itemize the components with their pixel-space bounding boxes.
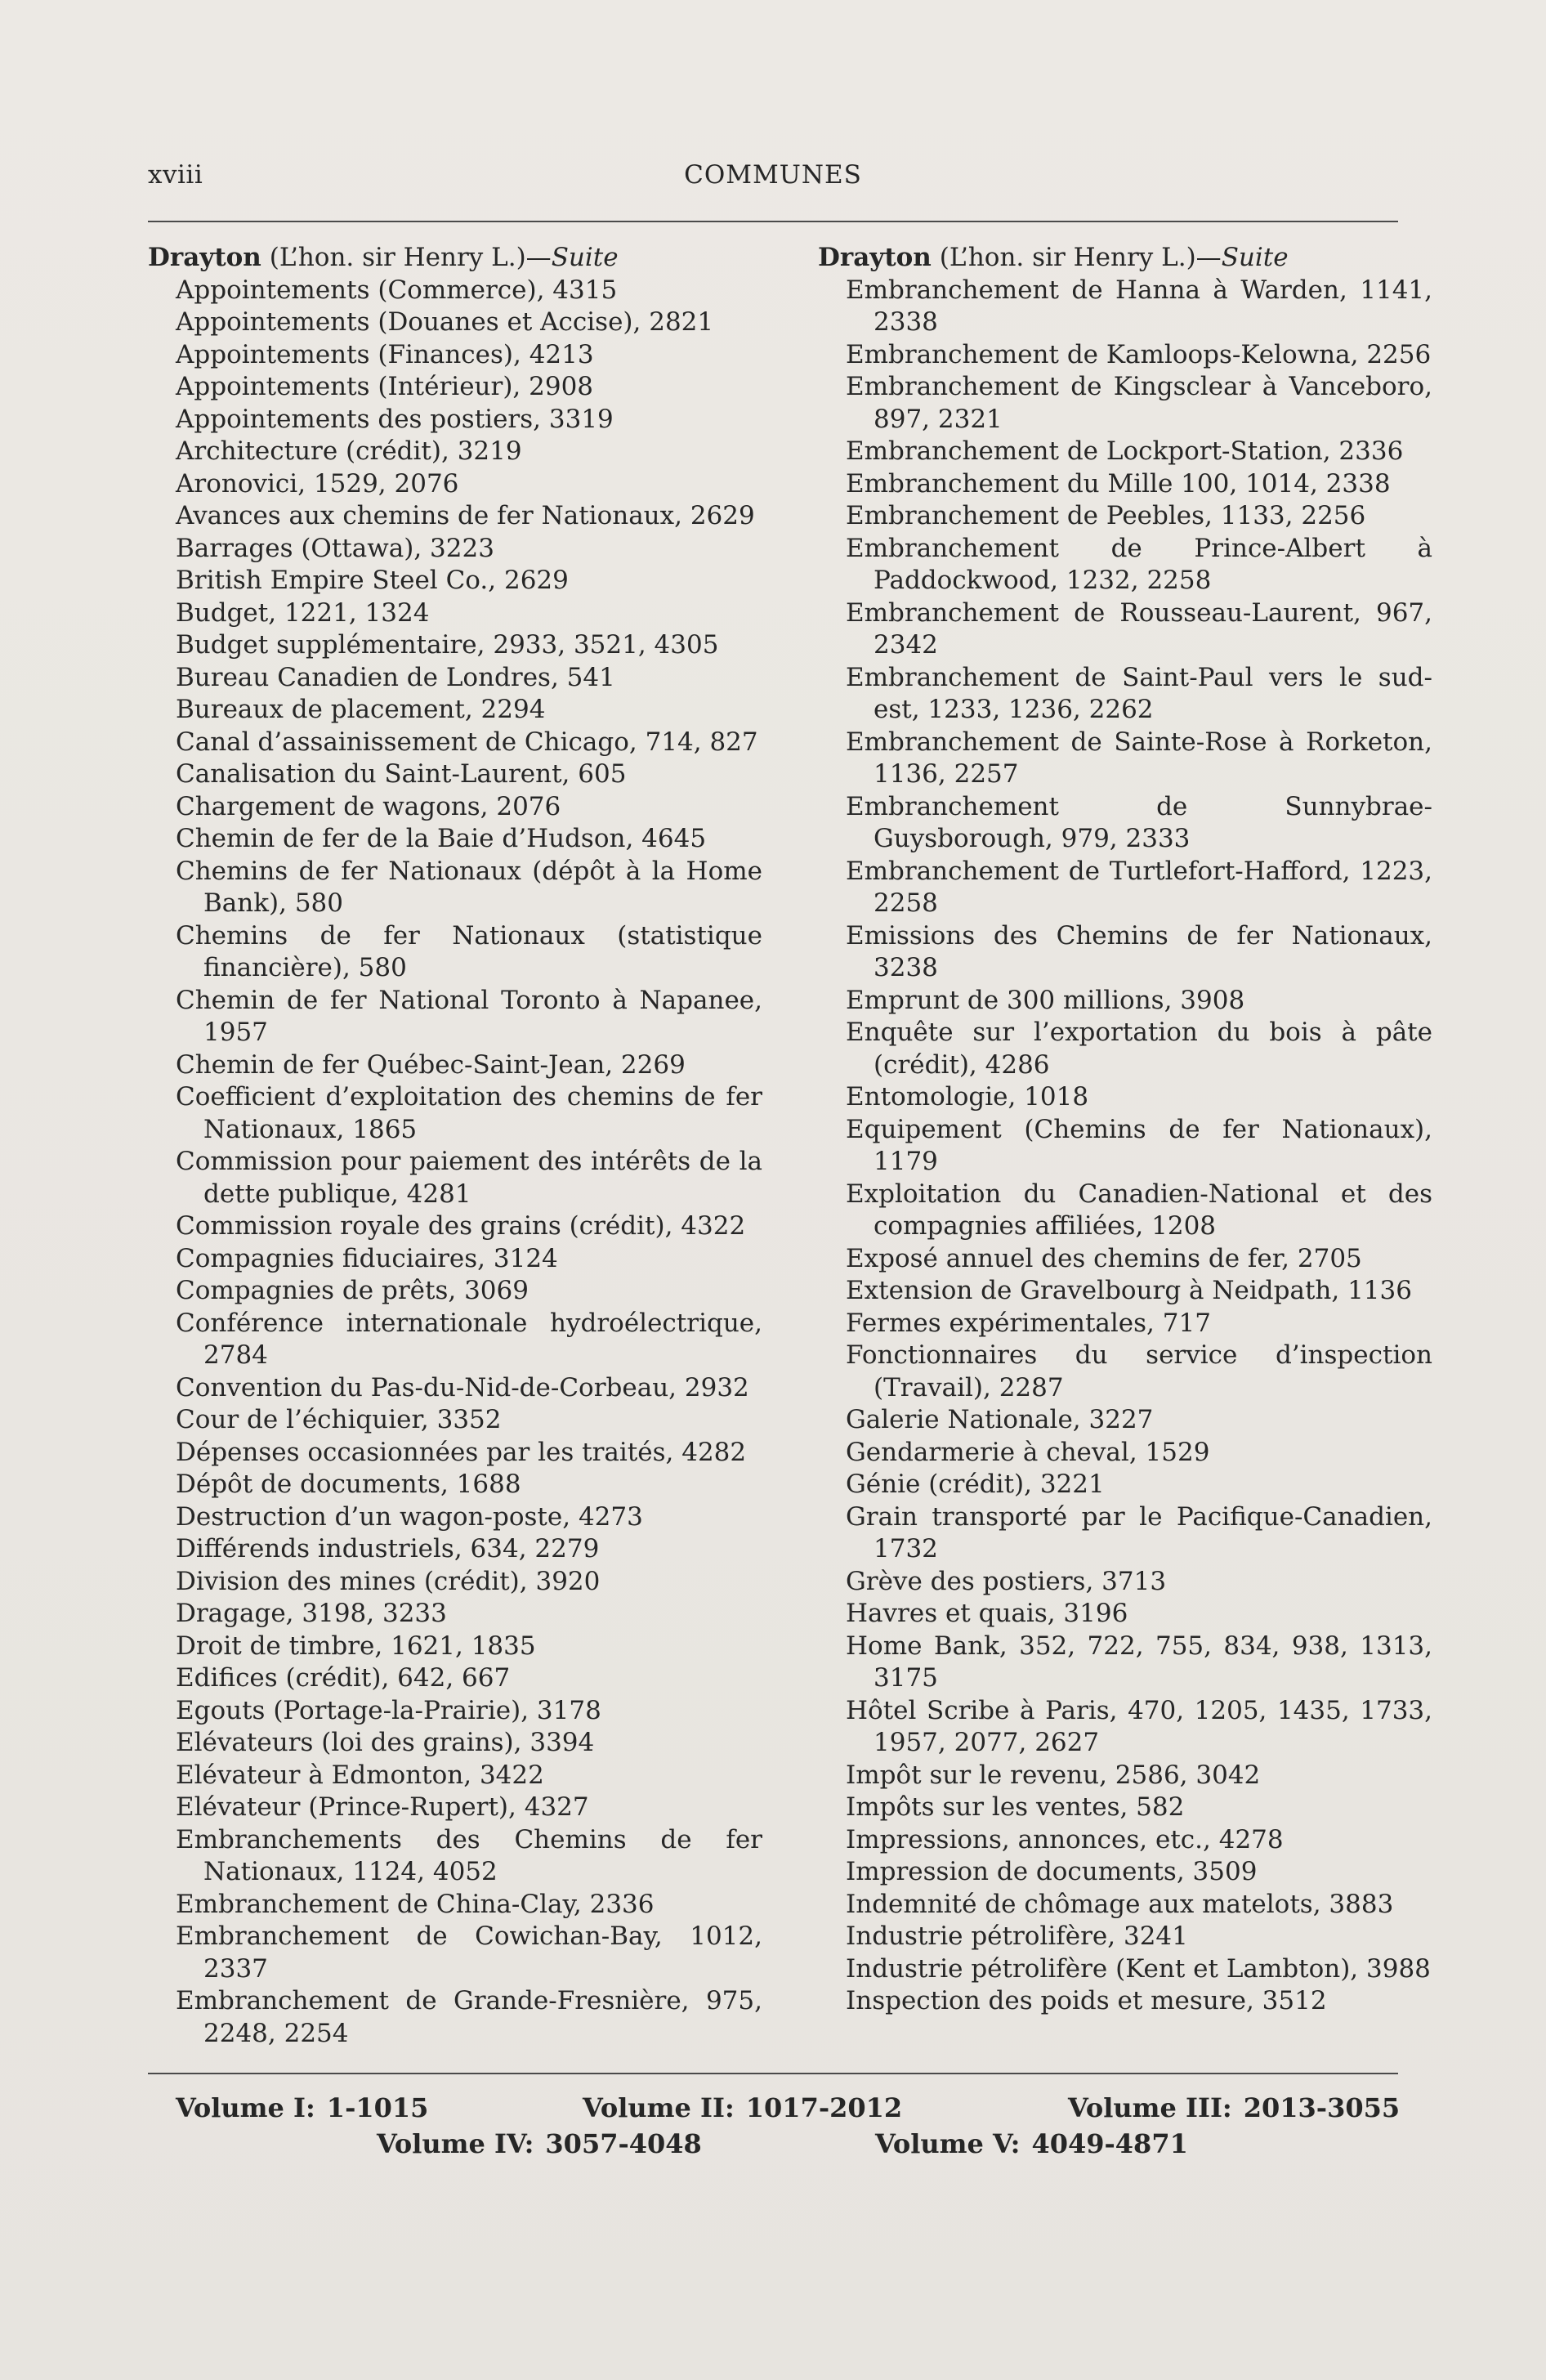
- index-entry: Canal d’assainissement de Chicago, 714, 827: [176, 727, 758, 757]
- volume-5: Volume V: 4049-4871: [875, 2128, 1188, 2159]
- index-entry: Impressions, annonces, etc., 4278: [846, 1824, 1284, 1854]
- right-column: [818, 242, 1432, 2018]
- column-heading: [148, 242, 762, 275]
- index-entry: Coefficient d’exploitation des chemins de fer Nationaux, 1865: [176, 1082, 762, 1144]
- heading-suite: Suite: [551, 243, 619, 272]
- index-entry: Appointements (Commerce), 4315: [176, 275, 618, 305]
- index-entry: Chargement de wagons, 2076: [176, 791, 561, 821]
- index-entry: Chemin de fer Québec-Saint-Jean, 2269: [176, 1049, 686, 1080]
- heading-detail: (L’hon. sir Henry L.)—: [269, 243, 552, 272]
- index-entry: British Empire Steel Co., 2629: [176, 566, 569, 595]
- index-entry: Embranchement de Saint-Paul vers le sud-est, 1233, 1236, 2262: [846, 662, 1432, 724]
- index-entry: Canalisation du Saint-Laurent, 605: [176, 759, 627, 789]
- index-entry: Indemnité de chômage aux matelots, 3883: [846, 1889, 1394, 1919]
- index-entry: Compagnies de prêts, 3069: [176, 1276, 529, 1305]
- index-entry: Exposé annuel des chemins de fer, 2705: [846, 1243, 1362, 1273]
- index-entry: Emissions des Chemins de fer Nationaux, 3238: [846, 920, 1432, 982]
- index-entry: Embranchement de Sunnybrae-Guysborough, 979, 2333: [846, 791, 1432, 853]
- index-entry: Bureaux de placement, 2294: [176, 695, 546, 724]
- index-entry: Embranchement du Mille 100, 1014, 2338: [846, 468, 1391, 499]
- index-entry: Embranchement de Peebles, 1133, 2256: [846, 501, 1366, 530]
- index-entry: Commission pour paiement des intérêts de la dette publique, 4281: [176, 1147, 762, 1209]
- index-entry: Appointements (Finances), 4213: [176, 339, 594, 369]
- index-entry: Appointements des postiers, 3319: [176, 404, 614, 434]
- index-entry: Dragage, 3198, 3233: [176, 1599, 447, 1628]
- index-entry: Convention du Pas-du-Nid-de-Corbeau, 2932: [176, 1372, 749, 1402]
- index-entry: Extension de Gravelbourg à Neidpath, 1136: [846, 1276, 1412, 1305]
- running-title: COMMUNES: [684, 160, 862, 190]
- index-entry: Chemin de fer de la Baie d’Hudson, 4645: [176, 824, 707, 853]
- index-entry: Embranchements des Chemins de fer Nationaux, 1124, 4052: [176, 1824, 762, 1886]
- index-entry: Avances aux chemins de fer Nationaux, 2629: [176, 501, 755, 530]
- index-entry: Architecture (crédit), 3219: [176, 436, 522, 466]
- index-entry: Budget, 1221, 1324: [176, 597, 430, 628]
- index-entry: Chemin de fer National Toronto à Napanee, 1957: [176, 985, 762, 1047]
- volume-row: [148, 2128, 1398, 2164]
- index-entry: Galerie Nationale, 3227: [846, 1405, 1154, 1434]
- index-entry: Fermes expérimentales, 717: [846, 1308, 1211, 1338]
- volume-4: Volume IV: 3057-4048: [377, 2128, 702, 2159]
- index-entry: Grève des postiers, 3713: [846, 1566, 1167, 1596]
- index-entry: Aronovici, 1529, 2076: [176, 468, 459, 499]
- index-entry: Embranchement de Turtlefort-Hafford, 1223, 2258: [846, 856, 1432, 918]
- index-entry: Embranchement de Hanna à Warden, 1141, 2338: [846, 275, 1432, 337]
- index-entry: Grain transporté par le Pacifique-Canadien, 1732: [846, 1501, 1432, 1564]
- volume-2: Volume II: 1017-2012: [583, 2092, 903, 2123]
- index-entry: Embranchement de Kingsclear à Vanceboro, 897, 2321: [846, 372, 1432, 434]
- index-entry: Impôt sur le revenu, 2586, 3042: [846, 1760, 1261, 1790]
- index-entry: Droit de timbre, 1621, 1835: [176, 1631, 536, 1661]
- index-entry: Industrie pétrolifère, 3241: [846, 1921, 1188, 1951]
- index-entry: Embranchement de China-Clay, 2336: [176, 1889, 655, 1919]
- index-entry: Différends industriels, 634, 2279: [176, 1534, 600, 1564]
- index-entry: Destruction d’un wagon-poste, 4273: [176, 1501, 643, 1532]
- column-heading: [818, 242, 1432, 275]
- index-entry: Appointements (Intérieur), 2908: [176, 372, 594, 401]
- index-entry: Commission royale des grains (crédit), 4322: [176, 1211, 746, 1241]
- index-entry: Inspection des poids et mesure, 3512: [846, 1986, 1327, 2015]
- index-entry: Havres et quais, 3196: [846, 1599, 1128, 1628]
- index-entry: Egouts (Portage-la-Prairie), 3178: [176, 1695, 601, 1725]
- index-entry: Génie (crédit), 3221: [846, 1470, 1105, 1499]
- index-entry: Elévateur à Edmonton, 3422: [176, 1760, 544, 1790]
- index-entry: Budget supplémentaire, 2933, 3521, 4305: [176, 630, 719, 660]
- index-entry: Embranchement de Cowichan-Bay, 1012, 2337: [176, 1921, 762, 1984]
- index-entry: Division des mines (crédit), 3920: [176, 1566, 601, 1596]
- heading-name: Drayton: [148, 243, 261, 272]
- volume-row: [148, 2092, 1401, 2128]
- volume-ranges: [148, 2092, 1401, 2164]
- heading-detail: (L’hon. sir Henry L.)—: [939, 243, 1222, 272]
- index-entry: Enquête sur l’exportation du bois à pâte (crédit), 4286: [846, 1018, 1432, 1080]
- index-entry: Elévateur (Prince-Rupert), 4327: [176, 1792, 589, 1822]
- index-entry: Industrie pétrolifère (Kent et Lambton), 3988: [846, 1953, 1431, 1984]
- index-entry: Impôts sur les ventes, 582: [846, 1792, 1185, 1822]
- index-entry: Emprunt de 300 millions, 3908: [846, 985, 1245, 1015]
- index-entry: Elévateurs (loi des grains), 3394: [176, 1728, 595, 1757]
- index-entry: Cour de l’échiquier, 3352: [176, 1405, 502, 1434]
- index-entry: Bureau Canadien de Londres, 541: [176, 662, 615, 692]
- index-entry: Conférence internationale hydroélectrique, 2784: [176, 1308, 762, 1370]
- page-number: xviii: [148, 160, 203, 190]
- index-entry: Embranchement de Sainte-Rose à Rorketon, 1136, 2257: [846, 727, 1432, 789]
- bottom-rule: [148, 2073, 1398, 2074]
- index-entry: Dépôt de documents, 1688: [176, 1470, 521, 1499]
- index-entry: Edifices (crédit), 642, 667: [176, 1663, 511, 1693]
- heading-name: Drayton: [818, 243, 932, 272]
- index-entry: Impression de documents, 3509: [846, 1857, 1258, 1886]
- index-entry: Embranchement de Prince-Albert à Paddockwood, 1232, 2258: [846, 533, 1432, 595]
- index-entry: Embranchement de Rousseau-Laurent, 967, 2342: [846, 597, 1432, 660]
- index-entry: Dépenses occasionnées par les traités, 4282: [176, 1437, 747, 1467]
- index-entry: Gendarmerie à cheval, 1529: [846, 1437, 1210, 1467]
- volume-3: Volume III: 2013-3055: [1068, 2092, 1401, 2123]
- index-entry: Appointements (Douanes et Accise), 2821: [176, 307, 714, 337]
- index-entry: Chemins de fer Nationaux (dépôt à la Home Bank), 580: [176, 856, 762, 918]
- index-entry: Embranchement de Grande-Fresnière, 975, 2248, 2254: [176, 1986, 762, 2048]
- index-entry: Home Bank, 352, 722, 755, 834, 938, 1313, 3175: [846, 1631, 1432, 1693]
- index-entry: Entomologie, 1018: [846, 1082, 1089, 1112]
- top-rule: [148, 221, 1398, 222]
- index-columns: [148, 242, 1432, 2056]
- index-entries: [818, 275, 1432, 2018]
- index-entry: Equipement (Chemins de fer Nationaux), 1179: [846, 1114, 1432, 1176]
- index-entry: Compagnies fiduciaires, 3124: [176, 1243, 558, 1273]
- index-entry: Fonctionnaires du service d’inspection (Travail), 2287: [846, 1340, 1432, 1402]
- heading-suite: Suite: [1221, 243, 1289, 272]
- index-entry: Chemins de fer Nationaux (statistique financière), 580: [176, 920, 762, 982]
- index-entry: Embranchement de Lockport-Station, 2336: [846, 436, 1404, 466]
- index-entries: [148, 275, 762, 2051]
- volume-1: Volume I: 1-1015: [176, 2092, 429, 2123]
- left-column: [148, 242, 762, 2050]
- index-entry: Barrages (Ottawa), 3223: [176, 533, 494, 563]
- index-entry: Hôtel Scribe à Paris, 470, 1205, 1435, 1733, 1957, 2077, 2627: [846, 1695, 1432, 1757]
- index-entry: Exploitation du Canadien-National et des compagnies affiliées, 1208: [846, 1179, 1432, 1241]
- index-entry: Embranchement de Kamloops-Kelowna, 2256: [846, 339, 1432, 369]
